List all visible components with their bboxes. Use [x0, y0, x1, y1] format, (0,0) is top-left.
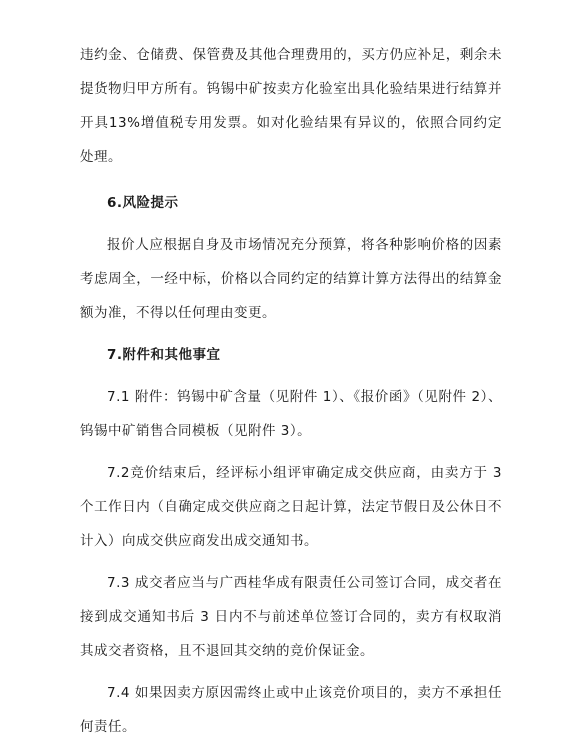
paragraph-7-3: 7.3 成交者应当与广西桂华成有限责任公司签订合同，成交者在接到成交通知书后 3 日内不与前述单位签订合同的，卖方有权取消其成交者资格，且不退回其交纳的竞价保证金。 [80, 575, 502, 659]
paragraph-risk-notice: 报价人应根据自身及市场情况充分预算，将各种影响价格的因素考虑周全，一经中标，价格以合同约定的结算计算方法得出的结算金额为准，不得以任何理由变更。 [80, 237, 502, 321]
heading-risk-notice: 6.风险提示 [107, 195, 179, 211]
heading-attachments: 7.附件和其他事宜 [107, 347, 221, 363]
paragraph-settlement: 违约金、仓储费、保管费及其他合理费用的，买方仍应补足，剩余未提货物归甲方所有。钨锡中矿按卖方化验室出具化验结果进行结算并开具13%增值税专用发票。如对化验结果有异议的，依照合同约定处理。 [80, 47, 502, 165]
paragraph-7-1: 7.1 附件：钨锡中矿含量（见附件 1）、《报价函》（见附件 2）、钨锡中矿销售合同模板（见附件 3）。 [80, 389, 502, 439]
paragraph-7-2: 7.2竞价结束后，经评标小组评审确定成交供应商，由卖方于 3 个工作日内（自确定成交供应商之日起计算，法定节假日及公休日不计入）向成交供应商发出成交通知书。 [80, 465, 502, 549]
paragraph-7-4: 7.4 如果因卖方原因需终止或中止该竞价项目的，卖方不承担任何责任。 [80, 685, 502, 735]
